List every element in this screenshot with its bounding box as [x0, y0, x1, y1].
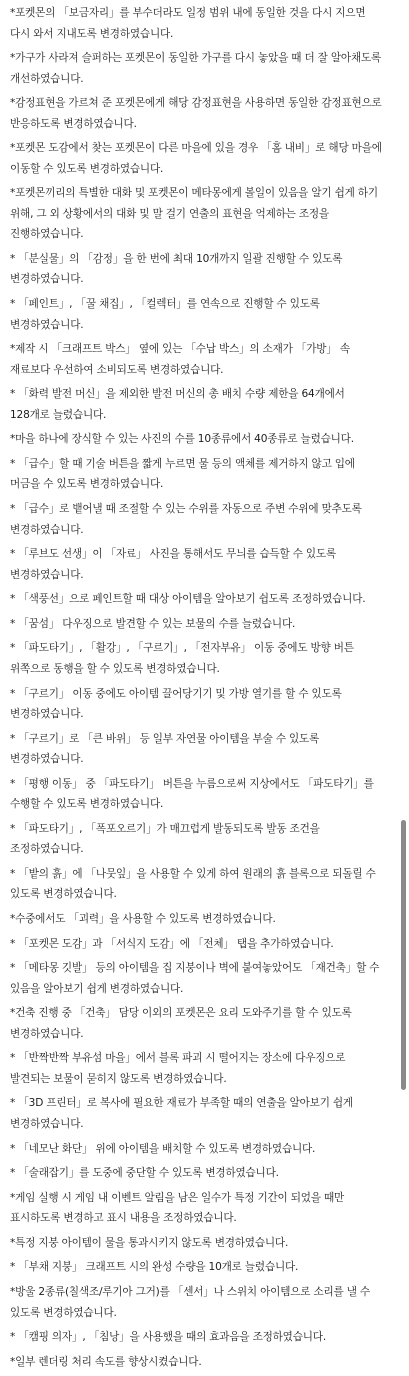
patch-note-line: *포켓몬끼리의 특별한 대화 및 포켓몬이 메타몽에게 볼일이 있음을 알기 쉽게 하기	[10, 187, 378, 200]
patch-note-line: 변경하였습니다.	[10, 753, 84, 766]
patch-note-line: * 「3D 프린터」로 복사에 필요한 재료가 부족할 때의 연출을 알아보기 쉽게	[10, 1097, 353, 1110]
patch-note-line: * 「파도타기」, 「활강」, 「구르기」, 「전자부유」 이동 중에도 방향 버튼	[10, 642, 354, 655]
patch-note-line: *건축 진행 중 「건축」 담당 이외의 포켓몬은 요리 도와주기를 할 수 있도록	[10, 1007, 352, 1020]
patch-note-line: * 「구르기」로 「큰 바위」 등 일부 자연물 아이템을 부술 수 있도록	[10, 732, 320, 745]
patch-note-item	[10, 819, 391, 860]
patch-note-line: 위쪽으로 동행을 할 수 있도록 변경하였습니다.	[10, 662, 220, 675]
patch-note-line: * 「루브도 선생」이 「자료」 사진을 통해서도 무늬를 습득할 수 있도록	[10, 548, 337, 561]
patch-note-item	[10, 614, 391, 635]
patch-note-line: * 「캠핑 의자」, 「침낭」을 사용했을 때의 효과음을 조정하였습니다.	[10, 1331, 326, 1344]
patch-note-item	[10, 93, 391, 134]
patch-note-item	[10, 1139, 391, 1160]
patch-note-line: 변경하였습니다.	[10, 708, 84, 720]
patch-note-line: 이동할 수 있도록 변경하였습니다.	[10, 162, 164, 175]
patch-note-item	[10, 249, 391, 290]
patch-note-item	[10, 1048, 391, 1089]
patch-note-line: * 「파도타기」, 「폭포오르기」가 매끄럽게 발동되도록 발동 조건을	[10, 822, 320, 835]
patch-note-line: 조정하였습니다.	[10, 843, 84, 856]
patch-note-line: *마을 하나에 장식할 수 있는 사진의 수를 10종류에서 40종류로 늘렸습니다.	[10, 433, 354, 446]
patch-note-line: * 「반짝반짝 부유섬 마을」에서 블록 파괴 시 떨어지는 장소에 다우징으로	[10, 1052, 346, 1065]
patch-note-line: * 「급수」로 뱉어낼 때 조절할 수 있는 수위를 자동으로 주변 수위에 맞추도록	[10, 503, 362, 516]
patch-note-line: 다시 와서 지내도록 변경하였습니다.	[10, 27, 174, 40]
patch-note-item	[10, 499, 391, 540]
patch-note-line: * 「포켓몬 도감」과 「서식지 도감」에 「전체」 탭을 추가하였습니다.	[10, 937, 334, 950]
patch-note-line: 있음을 알아보기 쉽게 변경하였습니다.	[10, 982, 184, 995]
patch-note-line: * 「꿈섬」 다우징으로 발견할 수 있는 보물의 수를 늘렸습니다.	[10, 617, 296, 630]
patch-note-line: * 「페인트」, 「꿀 채집」, 「컬렉터」를 연속으로 진행할 수 있도록	[10, 298, 320, 311]
patch-note-item	[10, 1233, 391, 1254]
patch-note-line: *제작 시 「크래프트 박스」 옆에 있는 「수납 박스」의 소재가 「가방」 속	[10, 343, 350, 356]
patch-notes-list	[10, 3, 391, 1376]
patch-note-line: 변경하였습니다.	[10, 273, 84, 286]
patch-note-line: 있도록 변경하였습니다.	[10, 888, 117, 901]
patch-note-line: *감정표현을 가르쳐 준 포켓몬에게 해당 감정표현을 사용하면 동일한 감정표현으로	[10, 97, 382, 110]
patch-note-line: * 「평행 이동」 중 「파도타기」 버튼을 누름으로써 지상에서도 「파도타기」를	[10, 777, 374, 790]
patch-note-item	[10, 294, 391, 335]
patch-note-line: 변경하였습니다.	[10, 1027, 84, 1040]
patch-note-item	[10, 1282, 391, 1323]
patch-note-line: 수행할 수 있도록 변경하였습니다.	[10, 798, 164, 811]
patch-note-line: *방울 2종류(칠색조/루기아 그거)를 「센서」나 스위치 아이템으로 소리를 낼 수	[10, 1286, 370, 1298]
patch-note-line: * 「화력 발전 머신」을 제외한 발전 머신의 총 배치 수량 제한을 64개에서	[10, 388, 345, 401]
patch-note-item	[10, 729, 391, 770]
patch-note-line: *가구가 사라져 슬퍼하는 포켓몬이 동일한 가구를 다시 놓았을 때 더 잘 알아채도록	[10, 52, 382, 65]
patch-note-line: 변경하였습니다.	[10, 523, 84, 536]
patch-note-item	[10, 339, 391, 380]
patch-note-item	[10, 934, 391, 955]
patch-note-line: 재료보다 우선하여 소비되도록 변경하였습니다.	[10, 363, 224, 376]
patch-note-item	[10, 138, 391, 179]
patch-note-line: * 「급수」할 때 기술 버튼을 짧게 누르면 물 등의 액체를 제거하지 않고 입에	[10, 457, 355, 470]
patch-note-line: 변경하였습니다.	[10, 568, 84, 581]
patch-note-item	[10, 48, 391, 89]
patch-note-line: 머금을 수 있도록 변경하였습니다.	[10, 478, 164, 491]
patch-note-item	[10, 1352, 391, 1373]
patch-note-item	[10, 1093, 391, 1134]
patch-note-line: * 「밭의 흙」에 「나뭇잎」을 사용할 수 있게 하여 원래의 흙 블록으로 되돌릴 수	[10, 867, 376, 880]
patch-note-line: * 「구르기」 이동 중에도 아이템 끌어당기기 및 가방 열기를 할 수 있도록	[10, 687, 342, 700]
patch-note-item	[10, 589, 391, 610]
patch-note-item	[10, 3, 391, 44]
patch-note-item	[10, 1257, 391, 1278]
patch-note-item	[10, 1003, 391, 1044]
patch-note-line: 128개로 늘렸습니다.	[10, 408, 107, 421]
patch-note-line: * 「메타몽 깃발」 등의 아이템을 집 지붕이나 벽에 붙여놓았어도 「재건축」할 수	[10, 962, 380, 975]
patch-note-item	[10, 864, 391, 905]
patch-note-line: 반응하도록 변경하였습니다.	[10, 117, 137, 130]
patch-note-line: 발견되는 보물이 묻히지 않도록 변경하였습니다.	[10, 1072, 227, 1085]
patch-note-item	[10, 958, 391, 999]
patch-note-item	[10, 684, 391, 725]
patch-note-item	[10, 1327, 391, 1348]
scrollbar-thumb[interactable]	[401, 820, 406, 1090]
patch-note-line: 변경하였습니다.	[10, 1117, 84, 1130]
patch-note-line: *일부 렌더링 처리 속도를 향상시켰습니다.	[10, 1355, 202, 1368]
patch-note-item	[10, 183, 391, 245]
patch-note-line: * 「술래잡기」를 도중에 중단할 수 있도록 변경하였습니다.	[10, 1167, 279, 1180]
patch-note-item	[10, 454, 391, 495]
patch-note-line: 위해, 그 외 상황에서의 대화 및 말 걸기 연출의 표현을 억제하는 조정을	[10, 207, 329, 220]
patch-note-line: * 「분실물」의 「감정」을 한 번에 최대 10개까지 일괄 진행할 수 있도록	[10, 252, 343, 265]
patch-note-line: 표시하도록 변경하고 표시 내용을 조정하였습니다.	[10, 1212, 237, 1225]
patch-note-item	[10, 1163, 391, 1184]
patch-note-line: *포켓몬 도감에서 찾는 포켓몬이 다른 마을에 있을 경우 「홈 내비」로 해당 마을에	[10, 142, 382, 155]
patch-note-line: *게임 실행 시 게임 내 이벤트 알림을 남은 일수가 특정 기간이 되었을 때만	[10, 1191, 345, 1204]
patch-note-line: * 「네모난 화단」 위에 아이템을 배치할 수 있도록 변경하였습니다.	[10, 1142, 316, 1155]
patch-note-line: * 「부채 지붕」 크래프트 시의 완성 수량을 10개로 늘렸습니다.	[10, 1261, 299, 1274]
patch-note-line: 진행하였습니다.	[10, 228, 84, 241]
patch-note-line: *수중에서도 「괴력」을 사용할 수 있도록 변경하였습니다.	[10, 912, 276, 925]
patch-note-line: * 「색풍선」으로 페인트할 때 대상 아이템을 알아보기 쉽도록 조정하였습니다.	[10, 593, 366, 606]
patch-note-item	[10, 544, 391, 585]
patch-note-item	[10, 909, 391, 930]
patch-note-item	[10, 1188, 391, 1229]
patch-note-item	[10, 774, 391, 815]
patch-note-line: 변경하였습니다.	[10, 318, 84, 331]
patch-note-line: 있도록 변경하였습니다.	[10, 1306, 117, 1319]
patch-note-line: *특정 지붕 아이템이 물을 통과시키지 않도록 변경하였습니다.	[10, 1236, 289, 1249]
patch-note-item	[10, 638, 391, 679]
patch-note-item	[10, 384, 391, 425]
patch-note-item	[10, 429, 391, 450]
patch-note-line: 개선하였습니다.	[10, 72, 84, 85]
patch-note-line: *포켓몬의 「보금자리」를 부수더라도 일정 범위 내에 동일한 것을 다시 지으면	[10, 7, 366, 19]
